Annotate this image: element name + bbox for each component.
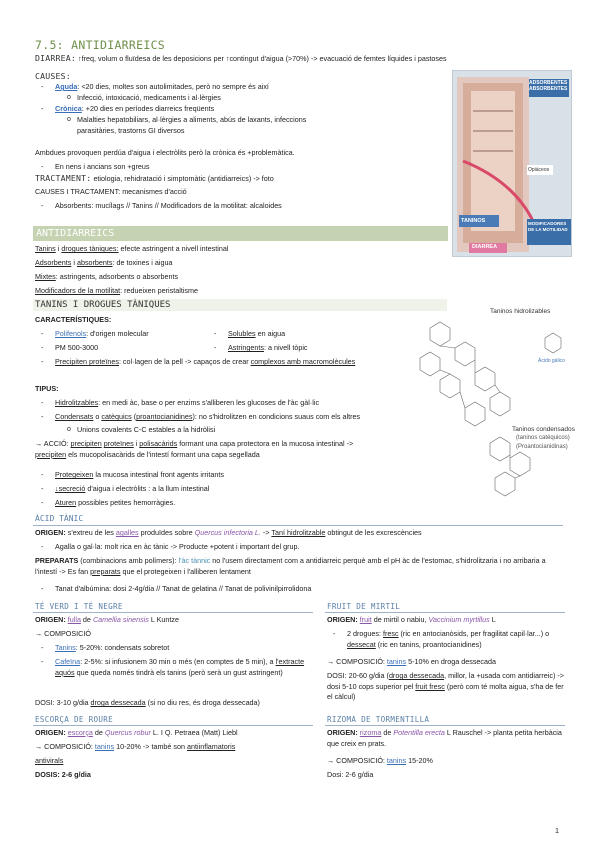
accio-paragraph: → ACCIÓ: precipiten proteïnes i polisacàrids formant una capa protectora en la mucosa intestinal -> precipiten els mucopolisacàrids de l'intestí formant una capa segellada bbox=[35, 439, 354, 459]
mirtil-drogues: 2 drogues: fresc (ric en antocianòsids, per fragilitat capil·lar...) o dessecat (ric en tanins, proantocianidines) bbox=[347, 629, 550, 649]
caracteristiques-label: CARACTERÍSTIQUES: bbox=[35, 315, 112, 324]
page-number: 1 bbox=[555, 826, 559, 835]
label-adsorbentes: ADSORBENTES ABSORBENTES bbox=[529, 80, 568, 92]
tractament-line: TRACTAMENT: etiologia, rehidratació i simptomàtic (antidiarreics) -> foto bbox=[35, 173, 274, 183]
escorca-antivirals: antivirals bbox=[35, 756, 64, 765]
tipus-label: TIPUS: bbox=[35, 384, 59, 393]
aguda-item: Aguda: <20 dies, moltes son autolimitades, però no sempre és així bbox=[55, 82, 269, 91]
ambdues-text: Ambdues provoquen perdúa d'aigua i electròlits però la crònica és +problemàtica. bbox=[35, 148, 295, 157]
tormentilla-title: RIZOMA DE TORMENTILLA bbox=[327, 715, 430, 724]
causes-label: CAUSES: bbox=[35, 71, 71, 81]
tormentilla-divider bbox=[325, 725, 565, 726]
acid-origen: ORIGEN: s'extreu de les agalles produïdes sobre Quercus infectoria L. -> Taní hidrolitzable obtingut de les excrescències bbox=[35, 528, 422, 537]
label-opiaceos: Opiáceos bbox=[528, 167, 550, 173]
label-taninos-catequicos: (taninos catéquicos) bbox=[516, 435, 570, 441]
secrecio-item: ↓secreció d'aigua i electròlits : a la llum intestinal bbox=[55, 484, 210, 493]
acid-divider bbox=[33, 525, 563, 526]
escorca-dosis: DOSIS: 2-6 g/dia bbox=[35, 770, 91, 779]
tanins-band: TANINS I DROGUES TÀNIQUES bbox=[33, 299, 447, 311]
polifenols-item: Polifenols: d'origen molecular bbox=[55, 329, 149, 338]
nens-item: En nens i ancians son +greus bbox=[55, 162, 150, 171]
te-composicio: → COMPOSICIÓ bbox=[35, 629, 91, 638]
causes-tractament: CAUSES I TRACTAMENT: mecanismes d'acció bbox=[35, 187, 187, 196]
solubles-item: Solubles en aigua bbox=[228, 329, 286, 338]
agalla-item: Agalla o gal·la: molt rica en àc tànic -> Producte +potent i important del grup. bbox=[55, 542, 300, 551]
aturen-item: Aturen possibles petites hemorràgies. bbox=[55, 498, 176, 507]
diarrea-definition: DIARREA: ↑freq, volum o fluïdesa de les deposicions per ↑contingut d'aigua (>70%) -> evacuació de femtes líquides i pastoses bbox=[35, 53, 447, 63]
preparats-paragraph: PREPARATS (combinacions amb polímers): l'àc tànnic no l'usem directament com a antidiarreic perquè amb el pH àc de l'estomac, s'hidrolitzaria i no arribaria a l'intestí -> Es fan preparats que el protegeixen i l'alliberen lentament bbox=[35, 556, 546, 576]
mirtil-divider bbox=[325, 612, 565, 613]
te-divider bbox=[33, 612, 313, 613]
escorca-divider bbox=[33, 725, 313, 726]
label-modificadores: MODIFICADORES DE LA MOTILIDAD bbox=[528, 221, 568, 232]
tormentilla-composicio: → COMPOSICIÓ: tanins 15-20% bbox=[327, 756, 433, 765]
absorbents-item: Absorbents: mucílags // Tanins // Modificadors de la motilitat: alcaloides bbox=[55, 201, 282, 210]
te-cafeina: Cafeïna: 2-5%: si infusionem 30 min o més (en comptes de 5 min), a l'extracte aquós que queda només tindrà els tanins (però serà un gust astringent) bbox=[55, 657, 305, 677]
tannin-structures-figure bbox=[400, 300, 575, 522]
escorca-composicio: → COMPOSICIÓ: tanins 10-20% -> també son antiinflamatoris bbox=[35, 742, 236, 751]
condensats-item: Condensats o catèquics (proantocianidines): no s'hidrolitzen en condicions suaus com els altres bbox=[55, 412, 361, 421]
cronica-item: Crònica: +20 dies en períodes diarreics freqüents bbox=[55, 104, 215, 113]
tanat-item: Tanat d'albúmina: dosi 2-4g/dia // Tanat de gelatina // Tanat de polivinilpirrolidona bbox=[55, 584, 312, 593]
tannin-molecules-drawing bbox=[400, 318, 575, 518]
tormentilla-origen: ORIGEN: rizoma de Potentilla erecta L Rauschel -> planta petita herbàcia que creix en prats. bbox=[327, 728, 562, 748]
antidiarreics-line-2: Adsorbents i absorbents: de toxines i aigua bbox=[35, 258, 173, 267]
label-acido-galico: Ácido gálico bbox=[538, 358, 565, 364]
antidiarreics-line-4: Modificadors de la motilitat: redueixen peristaltisme bbox=[35, 286, 198, 295]
label-proantocianidinas: (Proantocianidinas) bbox=[516, 444, 568, 450]
page-title: 7.5: ANTIDIARREICS bbox=[35, 38, 166, 52]
mirtil-dosi: DOSI: 20-60 g/dia (droga dessecada, millor, la +usada com antidiarreic) -> dosi 5-10 cops superior pel fruit fresc (però com té molta aigua, s'ha de fer el càlcul) bbox=[327, 671, 564, 701]
te-origen: ORIGEN: fulla de Camellia sinensis L Kuntze bbox=[35, 615, 179, 624]
mirtil-origen: ORIGEN: fruit de mirtil o nabiu, Vaccinium myrtillus L bbox=[327, 615, 496, 624]
te-dosi: DOSI: 3-10 g/dia droga dessecada (si no diu res, és droga dessecada) bbox=[35, 698, 260, 707]
hidrolitzables-item: Hidrolitzables: en medi àc, base o per enzims s'alliberen les glucoses de l'àc gàl·lic bbox=[55, 398, 320, 407]
mirtil-title: FRUIT DE MIRTIL bbox=[327, 602, 401, 611]
label-taninos-hidrolizables: Taninos hidrolizables bbox=[490, 308, 551, 315]
precipiten-item: Precipiten proteïnes: col·lagen de la pell -> capaços de crear complexos amb macromolècules bbox=[55, 357, 356, 366]
aguda-sub: Infecció, intoxicació, medicaments i al·lèrgies bbox=[77, 93, 221, 102]
pm-item: PM 500-3000 bbox=[55, 343, 99, 352]
antidiarreics-band: ANTIDIARREICS bbox=[33, 226, 448, 241]
escorca-title: ESCORÇA DE ROURE bbox=[35, 715, 113, 724]
escorca-origen: ORIGEN: escorça de Quercus robur L. I Q. Petraea (Matt) Liebl bbox=[35, 728, 238, 737]
astringents-item: Astringents: a nivell tòpic bbox=[228, 343, 308, 352]
antidiarreics-line-3: Mixtes: astringents, adsorbents o absorbents bbox=[35, 272, 179, 281]
te-tanins: Tanins: 5-20%: condensats sobretot bbox=[55, 643, 170, 652]
label-taninos-condensados: Taninos condensados bbox=[512, 426, 575, 433]
protegeixen-item: Protegeixen la mucosa intestinal front agents irritants bbox=[55, 470, 224, 479]
unions-sub: Unions covalents C-C estables a la hidròlisi bbox=[77, 425, 216, 434]
mirtil-composicio: → COMPOSICIÓ: tanins 5-10% en droga dessecada bbox=[327, 657, 497, 666]
acid-tanic-title: ÀCID TÀNIC bbox=[35, 514, 84, 523]
cronica-sub: Malalties hepatobiliars, al·lèrgies a aliments, abús de laxants, infeccions parasitàries, trastorns GI diversos bbox=[77, 115, 307, 135]
mechanism-diagram bbox=[452, 70, 572, 257]
label-diarrea: DIARREA bbox=[472, 244, 498, 250]
label-taninos: TANINOS bbox=[461, 218, 486, 224]
te-title: TÉ VERD I TÉ NEGRE bbox=[35, 602, 123, 611]
antidiarreics-line-1: Tanins i drogues tàniques: efecte astringent a nivell intestinal bbox=[35, 244, 229, 253]
tormentilla-dosi: Dosi: 2-6 g/dia bbox=[327, 770, 374, 779]
